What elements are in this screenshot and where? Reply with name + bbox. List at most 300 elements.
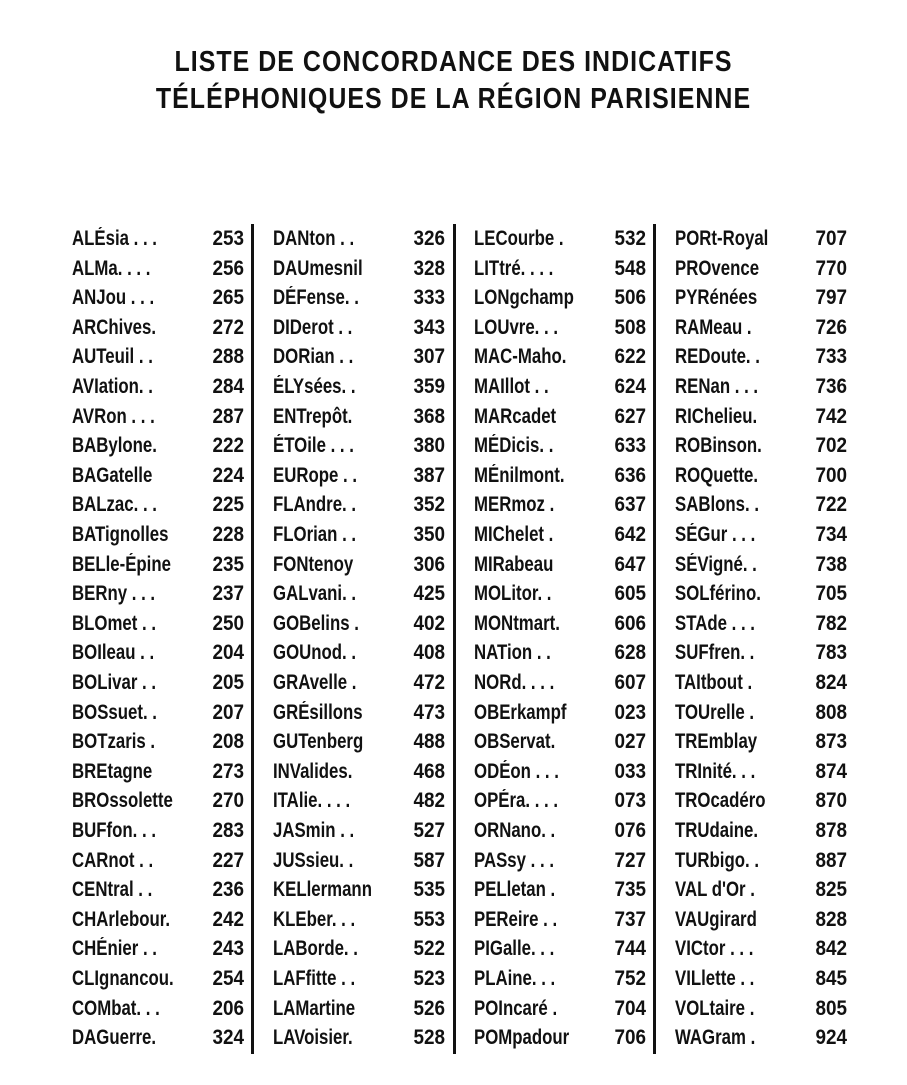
exchange-code: 368 <box>413 404 445 428</box>
table-row <box>669 757 851 786</box>
exchange-name: NORd. . . . <box>474 671 555 694</box>
exchange-name: GRAvelle . <box>273 671 357 694</box>
table-row <box>669 905 851 934</box>
table-row <box>468 757 650 786</box>
table-row <box>669 638 851 667</box>
table-row <box>66 609 248 638</box>
table-row <box>267 579 449 608</box>
exchange-name: MONtmart. <box>474 611 560 635</box>
exchange-name: MERmoz . <box>474 493 555 517</box>
table-row <box>66 520 248 549</box>
exchange-name: GOBelins . <box>273 611 359 635</box>
table-row <box>267 875 449 904</box>
table-row <box>66 313 248 342</box>
exchange-name: VOLtaire . <box>675 996 755 1020</box>
exchange-name: TREmblay <box>675 730 758 754</box>
exchange-name: VAL d'Or . <box>675 878 755 902</box>
exchange-code: 307 <box>413 345 445 369</box>
exchange-code: 425 <box>413 582 445 606</box>
exchange-code: 224 <box>212 463 244 487</box>
exchange-name: PORt-Royal <box>675 227 769 250</box>
exchange-code: 306 <box>413 552 445 576</box>
table-row <box>66 846 248 875</box>
exchange-name: FONtenoy <box>273 552 354 576</box>
exchange-name: OBErkampf <box>474 700 567 724</box>
exchange-name: LABorde. . <box>273 937 358 961</box>
table-row <box>669 786 851 815</box>
exchange-name: DAGuerre. <box>72 1026 157 1050</box>
exchange-name: BABylone. <box>72 434 157 458</box>
exchange-name: PLAine. . . <box>474 967 556 990</box>
exchange-code: 845 <box>815 967 847 990</box>
table-row <box>66 224 248 253</box>
table-row <box>66 994 248 1023</box>
exchange-code: 242 <box>212 907 244 931</box>
exchange-code: 472 <box>413 671 445 694</box>
exchange-name: LITtré. . . . <box>474 256 554 280</box>
exchange-code: 553 <box>413 907 445 931</box>
exchange-code: 284 <box>212 375 244 398</box>
table-row <box>669 490 851 519</box>
exchange-code: 636 <box>614 463 646 487</box>
table-row <box>267 372 449 401</box>
table-row <box>468 283 650 312</box>
exchange-code: 805 <box>815 996 847 1020</box>
exchange-code: 324 <box>212 1026 244 1050</box>
exchange-name: FLAndre. . <box>273 493 357 517</box>
table-row <box>468 905 650 934</box>
exchange-code: 237 <box>212 582 244 606</box>
exchange-name: KLEber. . . <box>273 907 356 931</box>
exchange-code: 328 <box>413 256 445 280</box>
table-row <box>267 402 449 431</box>
exchange-name: BROssolette <box>72 789 173 813</box>
exchange-name: KELlermann <box>273 878 372 902</box>
exchange-code: 265 <box>212 286 244 310</box>
table-row <box>468 224 650 253</box>
exchange-name: MÉnilmont. <box>474 463 565 487</box>
exchange-code: 526 <box>413 996 445 1020</box>
exchange-name: ORNano. . <box>474 819 556 842</box>
exchange-code: 506 <box>614 286 646 310</box>
table-row <box>66 668 248 697</box>
exchange-name: ENTrepôt. <box>273 404 353 428</box>
exchange-name: MIRabeau <box>474 552 554 576</box>
exchange-code: 808 <box>815 700 847 724</box>
exchange-name: ÉLYsées. . <box>273 375 356 398</box>
table-row <box>468 579 650 608</box>
exchange-name: DÉFense. . <box>273 286 359 310</box>
exchange-name: DIDerot . . <box>273 315 353 339</box>
exchange-name: MIChelet . <box>474 523 554 546</box>
table-row <box>669 520 851 549</box>
table-row <box>468 994 650 1023</box>
exchange-name: OPÉra. . . . <box>474 789 559 813</box>
table-row <box>669 816 851 845</box>
exchange-name: COMbat. . . <box>72 996 160 1020</box>
page-title-line-1: LISTE DE CONCORDANCE DES INDICATIFS <box>174 46 733 78</box>
exchange-code: 225 <box>212 493 244 517</box>
table-row <box>468 372 650 401</box>
exchange-code: 352 <box>413 493 445 517</box>
table-row <box>267 668 449 697</box>
table-row <box>468 520 650 549</box>
exchange-name: TRUdaine. <box>675 819 759 842</box>
exchange-name: MÉDicis. . <box>474 434 554 458</box>
exchange-name: MAC-Maho. <box>474 345 567 369</box>
exchange-code: 522 <box>413 937 445 961</box>
exchange-name: ITAlie. . . . <box>273 789 351 813</box>
exchange-code: 236 <box>212 878 244 902</box>
exchange-code: 256 <box>212 256 244 280</box>
table-row <box>267 520 449 549</box>
exchange-code: 235 <box>212 552 244 576</box>
exchange-code: 706 <box>614 1026 646 1050</box>
exchange-code: 735 <box>614 878 646 902</box>
exchange-code: 622 <box>614 345 646 369</box>
table-row <box>267 550 449 579</box>
table-row <box>669 668 851 697</box>
exchange-name: AVRon . . . <box>72 404 155 428</box>
exchange-code: 228 <box>212 523 244 546</box>
table-row <box>468 254 650 283</box>
table-row <box>669 994 851 1023</box>
exchange-code: 878 <box>815 819 847 842</box>
exchange-name: INValides. <box>273 759 353 783</box>
exchange-name: ROQuette. <box>675 463 759 487</box>
table-row <box>267 431 449 460</box>
exchange-code: 824 <box>815 671 847 694</box>
table-row <box>267 283 449 312</box>
table-row <box>669 698 851 727</box>
exchange-code: 023 <box>614 700 646 724</box>
table-row <box>669 283 851 312</box>
exchange-name: LONgchamp <box>474 286 574 310</box>
exchange-name: VILlette . . <box>675 967 755 990</box>
exchange-name: TAItbout . <box>675 671 753 694</box>
table-row <box>267 698 449 727</box>
table-row <box>669 550 851 579</box>
table-column-4 <box>669 224 851 1060</box>
table-row <box>468 727 650 756</box>
table-row <box>66 905 248 934</box>
table-row <box>468 934 650 963</box>
table-row <box>468 490 650 519</box>
exchange-name: LAVoisier. <box>273 1026 353 1050</box>
exchange-name: ROBinson. <box>675 434 762 458</box>
table-row <box>669 727 851 756</box>
exchange-name: ODÉon . . . <box>474 759 559 783</box>
table-row <box>267 905 449 934</box>
exchange-code: 726 <box>815 315 847 339</box>
exchange-name: GRÉsillons <box>273 700 363 724</box>
exchange-name: BOSsuet. . <box>72 700 157 724</box>
exchange-name: SABlons. . <box>675 493 760 517</box>
exchange-name: PYRénées <box>675 286 758 310</box>
exchange-name: RENan . . . <box>675 375 759 398</box>
table-row <box>267 1023 449 1052</box>
exchange-code: 873 <box>815 730 847 754</box>
exchange-name: VAUgirard <box>675 907 757 931</box>
exchange-name: POMpadour <box>474 1026 570 1050</box>
exchange-code: 288 <box>212 345 244 369</box>
exchange-code: 473 <box>413 700 445 724</box>
table-row <box>267 224 449 253</box>
exchange-code: 606 <box>614 611 646 635</box>
exchange-code: 527 <box>413 819 445 842</box>
table-row <box>66 816 248 845</box>
table-row <box>468 313 650 342</box>
exchange-code: 548 <box>614 256 646 280</box>
table-row <box>66 757 248 786</box>
table-row <box>669 875 851 904</box>
exchange-name: GOUnod. . <box>273 641 357 665</box>
exchange-name: DANton . . <box>273 227 355 250</box>
exchange-name: CLIgnancou. <box>72 967 174 990</box>
exchange-name: EURope . . <box>273 463 358 487</box>
exchange-name: MAIllot . . <box>474 375 549 398</box>
exchange-code: 528 <box>413 1026 445 1050</box>
exchange-name: DAUmesnil <box>273 256 363 280</box>
table-row <box>468 609 650 638</box>
exchange-name: CHÉnier . . <box>72 937 157 961</box>
table-row <box>66 579 248 608</box>
concordance-table <box>66 224 846 1060</box>
exchange-name: BELle-Épine <box>72 552 171 576</box>
table-row <box>66 490 248 519</box>
exchange-name: LOUvre. . . <box>474 315 559 339</box>
exchange-code: 402 <box>413 611 445 635</box>
exchange-code: 243 <box>212 937 244 961</box>
table-row <box>267 964 449 993</box>
exchange-name: DORian . . <box>273 345 354 369</box>
table-row <box>669 934 851 963</box>
table-row <box>468 668 650 697</box>
exchange-code: 628 <box>614 641 646 665</box>
exchange-name: WAGram . <box>675 1026 756 1050</box>
exchange-code: 737 <box>614 907 646 931</box>
exchange-name: TURbigo. . <box>675 848 759 872</box>
exchange-code: 508 <box>614 315 646 339</box>
exchange-name: ARChives. <box>72 315 157 339</box>
exchange-name: LAFfitte . . <box>273 967 356 990</box>
exchange-code: 227 <box>212 848 244 872</box>
table-row <box>669 846 851 875</box>
exchange-code: 250 <box>212 611 244 635</box>
table-row <box>267 786 449 815</box>
exchange-code: 874 <box>815 759 847 783</box>
table-row <box>267 727 449 756</box>
table-row <box>669 372 851 401</box>
table-row <box>669 313 851 342</box>
exchange-code: 624 <box>614 375 646 398</box>
exchange-name: SUFfren. . <box>675 641 755 665</box>
exchange-code: 488 <box>413 730 445 754</box>
table-row <box>66 254 248 283</box>
exchange-code: 270 <box>212 789 244 813</box>
exchange-code: 350 <box>413 523 445 546</box>
exchange-code: 359 <box>413 375 445 398</box>
exchange-name: BOIleau . . <box>72 641 155 665</box>
exchange-code: 707 <box>815 227 847 250</box>
exchange-name: ANJou . . . <box>72 286 155 310</box>
exchange-name: CENtral . . <box>72 878 153 902</box>
table-row <box>66 431 248 460</box>
table-row <box>669 342 851 371</box>
exchange-code: 343 <box>413 315 445 339</box>
table-row <box>267 490 449 519</box>
exchange-code: 642 <box>614 523 646 546</box>
exchange-name: OBServat. <box>474 730 556 754</box>
exchange-code: 532 <box>614 227 646 250</box>
exchange-name: MARcadet <box>474 404 557 428</box>
exchange-name: LAMartine <box>273 996 356 1020</box>
table-column-2 <box>267 224 449 1060</box>
exchange-code: 700 <box>815 463 847 487</box>
exchange-name: GUTenberg <box>273 730 364 754</box>
table-row <box>66 342 248 371</box>
table-row <box>66 402 248 431</box>
exchange-code: 828 <box>815 907 847 931</box>
table-row <box>267 461 449 490</box>
exchange-name: ALMa. . . . <box>72 256 151 280</box>
exchange-code: 535 <box>413 878 445 902</box>
table-row <box>66 638 248 667</box>
exchange-code: 468 <box>413 759 445 783</box>
table-row <box>468 816 650 845</box>
exchange-name: PEReire . . <box>474 907 558 931</box>
table-column-3 <box>468 224 650 1060</box>
table-row <box>267 846 449 875</box>
exchange-code: 482 <box>413 789 445 813</box>
table-row <box>267 638 449 667</box>
exchange-code: 387 <box>413 463 445 487</box>
exchange-name: BATignolles <box>72 523 169 546</box>
table-row <box>267 254 449 283</box>
exchange-name: BUFfon. . . <box>72 819 156 842</box>
exchange-code: 736 <box>815 375 847 398</box>
exchange-code: 704 <box>614 996 646 1020</box>
exchange-code: 204 <box>212 641 244 665</box>
table-row <box>468 1023 650 1052</box>
table-row <box>468 964 650 993</box>
exchange-name: JUSsieu. . <box>273 848 354 872</box>
exchange-name: FLOrian . . <box>273 523 357 546</box>
exchange-name: TROcadéro <box>675 789 766 813</box>
table-row <box>669 579 851 608</box>
exchange-code: 408 <box>413 641 445 665</box>
exchange-name: PELletan . <box>474 878 556 902</box>
table-row <box>468 846 650 875</box>
exchange-code: 283 <box>212 819 244 842</box>
exchange-code: 633 <box>614 434 646 458</box>
exchange-name: AVIation. . <box>72 375 153 398</box>
table-row <box>267 609 449 638</box>
exchange-code: 924 <box>815 1026 847 1050</box>
table-row <box>468 342 650 371</box>
exchange-code: 702 <box>815 434 847 458</box>
exchange-code: 742 <box>815 404 847 428</box>
table-row <box>669 224 851 253</box>
exchange-code: 523 <box>413 967 445 990</box>
column-divider <box>653 224 656 1054</box>
table-row <box>267 934 449 963</box>
exchange-name: VICtor . . . <box>675 937 754 961</box>
table-row <box>267 816 449 845</box>
exchange-name: CHArlebour. <box>72 907 171 931</box>
exchange-code: 605 <box>614 582 646 606</box>
exchange-name: CARnot . . <box>72 848 154 872</box>
column-divider <box>453 224 456 1054</box>
exchange-name: TOUrelle . <box>675 700 755 724</box>
exchange-code: 607 <box>614 671 646 694</box>
table-row <box>669 402 851 431</box>
exchange-code: 734 <box>815 523 847 546</box>
exchange-name: TRInité. . . <box>675 759 756 783</box>
exchange-name: RIChelieu. <box>675 404 758 428</box>
exchange-code: 222 <box>212 434 244 458</box>
table-row <box>66 283 248 312</box>
exchange-name: BERny . . . <box>72 582 156 606</box>
table-row <box>66 934 248 963</box>
table-row <box>66 786 248 815</box>
exchange-code: 207 <box>212 700 244 724</box>
exchange-name: GALvani. . <box>273 582 357 606</box>
table-row <box>66 461 248 490</box>
table-row <box>468 461 650 490</box>
exchange-code: 587 <box>413 848 445 872</box>
exchange-code: 705 <box>815 582 847 606</box>
exchange-code: 627 <box>614 404 646 428</box>
exchange-name: SÉVigné. . <box>675 552 757 576</box>
exchange-name: BAGatelle <box>72 463 153 487</box>
exchange-name: NATion . . <box>474 641 551 665</box>
exchange-code: 272 <box>212 315 244 339</box>
exchange-name: STAde . . . <box>675 611 755 635</box>
column-divider <box>251 224 254 1054</box>
table-row <box>66 964 248 993</box>
exchange-code: 842 <box>815 937 847 961</box>
table-row <box>669 254 851 283</box>
exchange-name: BOTzaris . <box>72 730 156 754</box>
exchange-name: SOLférino. <box>675 582 761 606</box>
exchange-name: AUTeuil . . <box>72 345 153 369</box>
exchange-code: 208 <box>212 730 244 754</box>
exchange-name: PIGalle. . . <box>474 937 555 961</box>
table-row <box>669 609 851 638</box>
table-row <box>66 727 248 756</box>
exchange-code: 076 <box>614 819 646 842</box>
exchange-name: BREtagne <box>72 759 153 783</box>
exchange-code: 733 <box>815 345 847 369</box>
table-row <box>66 875 248 904</box>
exchange-code: 027 <box>614 730 646 754</box>
exchange-code: 637 <box>614 493 646 517</box>
table-row <box>468 431 650 460</box>
exchange-name: BALzac. . . <box>72 493 157 517</box>
exchange-name: REDoute. . <box>675 345 760 369</box>
table-row <box>66 698 248 727</box>
exchange-name: ALÉsia . . . <box>72 227 157 250</box>
exchange-name: PROvence <box>675 256 760 280</box>
exchange-code: 253 <box>212 227 244 250</box>
table-row <box>267 757 449 786</box>
exchange-code: 738 <box>815 552 847 576</box>
exchange-code: 744 <box>614 937 646 961</box>
table-row <box>66 550 248 579</box>
table-row <box>468 402 650 431</box>
exchange-code: 752 <box>614 967 646 990</box>
